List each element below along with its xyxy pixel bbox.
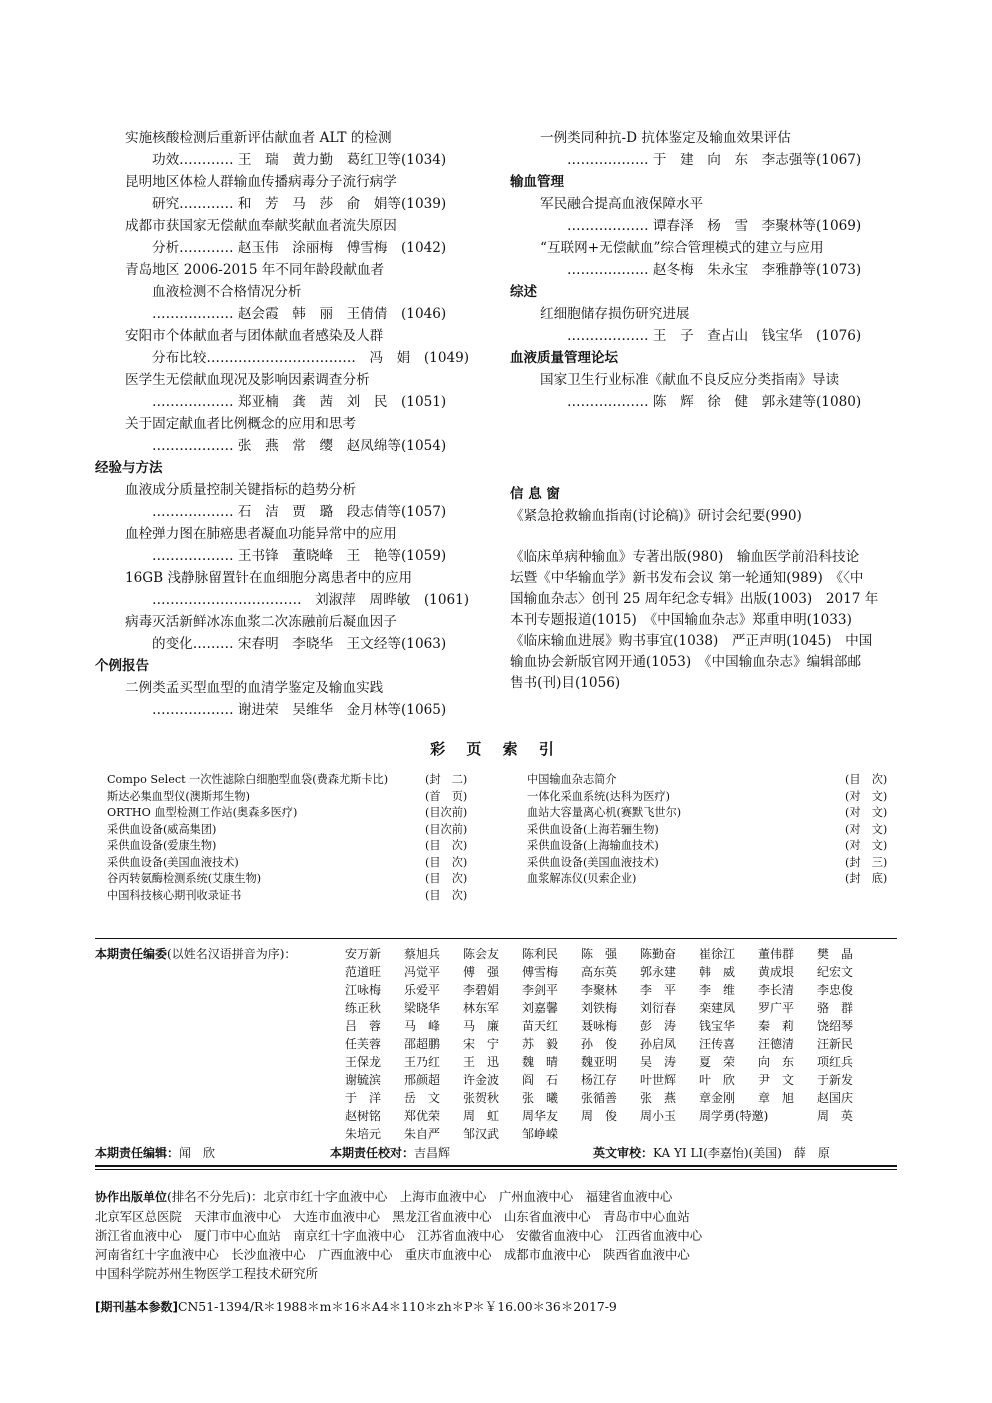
- editor-name: 于新发: [817, 1073, 854, 1087]
- color-index-item-position: (目次前): [425, 822, 468, 836]
- editor-name: 江咏梅: [345, 983, 382, 997]
- responsible-proofreader: [330, 1145, 450, 1163]
- article-entry-line: ……………… 陈 辉 徐 健 郭永建等(1080): [567, 394, 862, 410]
- editor-name: 赵树铭: [345, 1109, 382, 1123]
- info-window-line: 输血协会新版官网开通(1053) 《中国输血杂志》编辑部邮: [510, 654, 862, 670]
- article-entry-line: 16GB 浅静脉留置针在血细胞分离患者中的应用: [125, 570, 413, 586]
- divider-thin: [95, 1169, 897, 1170]
- info-window-line: 售书(刊)目(1056): [510, 675, 621, 691]
- article-entry-line: ……………… 谭春泽 杨 雪 李聚林等(1069): [567, 218, 862, 234]
- editor-name: 李聚林: [581, 983, 618, 997]
- editor-name: 谢毓滨: [345, 1073, 382, 1087]
- section-heading: 经验与方法: [95, 460, 163, 476]
- editor-name: 梁晓华: [404, 1001, 441, 1015]
- editorial-board-note: (以姓名汉语拼音为序)：: [167, 947, 297, 961]
- editor-name: 李忠俊: [817, 983, 854, 997]
- color-index-item-name: 采供血设备(威高集团): [107, 822, 217, 836]
- editor-name: 赵国庆: [817, 1091, 854, 1105]
- editor-name: 周 俊: [581, 1109, 618, 1123]
- article-entry-line: …………………………… 刘淑萍 周晔敏 (1061): [152, 592, 470, 608]
- english-reviewer-name: KA YI LI(李嘉怡)(美国) 薛 原: [653, 1146, 830, 1160]
- editor-name: 马 峰: [404, 1019, 441, 1033]
- responsible-proofreader-label: 本期责任校对：: [330, 1146, 415, 1160]
- editor-name: 罗广平: [758, 1001, 795, 1015]
- editor-name: 练正秋: [345, 1001, 382, 1015]
- editor-name: 王保龙: [345, 1055, 382, 1069]
- article-entry-line: 国家卫生行业标准《献血不良反应分类指南》导读: [540, 372, 840, 388]
- editor-name: 邢颜超: [404, 1073, 441, 1087]
- editor-name: 张 燕: [640, 1091, 677, 1105]
- article-entry-line: 青岛地区 2006-2015 年不同年龄段献血者: [125, 262, 385, 278]
- color-index-item-name: 采供血设备(爱康生物): [107, 839, 217, 852]
- color-index-item-position: (目 次): [845, 773, 888, 786]
- editor-name: 傅雪梅: [522, 965, 559, 979]
- section-heading: 个例报告: [95, 658, 149, 674]
- english-reviewer: [593, 1145, 830, 1163]
- partner-units-first-line: [95, 1187, 702, 1207]
- article-entry-line: 分析………… 赵玉伟 涂丽梅 傅雪梅 (1042): [152, 240, 447, 256]
- editor-name: 秦 莉: [758, 1019, 795, 1033]
- color-index-item-position: (目 次): [425, 855, 468, 869]
- editor-name: 刘嘉馨: [522, 1001, 559, 1015]
- editor-name: 朱自严: [404, 1127, 441, 1141]
- editor-name: 周 英: [817, 1109, 854, 1123]
- editor-name: 邹峥嵘: [522, 1127, 559, 1141]
- editor-name: 张 曦: [522, 1091, 559, 1105]
- editor-name: 韩 威: [699, 965, 736, 979]
- section-heading: 血液质量管理论坛: [510, 350, 618, 366]
- editor-name: 聂咏梅: [581, 1019, 618, 1033]
- article-entry-line: 功效………… 王 瑞 黄力勤 葛红卫等(1034): [152, 152, 447, 168]
- info-window-line: 本刊专题报道(1015) 《中国输血杂志》郑重申明(1033): [510, 612, 852, 628]
- editor-name: 王 迅: [463, 1055, 500, 1069]
- editor-name: 汪新民: [817, 1037, 854, 1051]
- editor-name: 任芙蓉: [345, 1037, 382, 1051]
- editor-name: 纪宏文: [817, 965, 854, 979]
- editor-name: 陈会友: [463, 947, 500, 961]
- editor-name: 陈 强: [581, 947, 618, 961]
- info-window-line: 坛暨《中华输血学》新书发布会议 第一轮通知(989) 《〈中: [510, 570, 864, 586]
- editor-name: 郭永建: [640, 965, 677, 979]
- editor-name: 周华友: [522, 1109, 559, 1123]
- color-index-item-position: (封 三): [845, 855, 888, 869]
- article-entry-line: 实施核酸检测后重新评估献血者 ALT 的检测: [125, 130, 392, 146]
- info-window-line: 国输血杂志〉创刊 25 周年纪念专辑》出版(1003) 2017 年: [510, 591, 879, 607]
- editor-name: 高东英: [581, 965, 618, 979]
- color-index-item-name: 中国输血杂志简介: [527, 773, 617, 786]
- color-index-item-name: 血浆解冻仪(贝索企业): [527, 872, 637, 885]
- section-heading: 综述: [510, 284, 537, 300]
- article-entry-line: 成都市获国家无偿献血奉献奖献血者流失原因: [125, 218, 397, 234]
- article-entry-line: ……………… 于 建 向 东 李志强等(1067): [567, 152, 862, 168]
- editor-name: 项红兵: [817, 1055, 854, 1069]
- partner-units-line: 中国科学院苏州生物医学工程技术研究所: [95, 1266, 319, 1281]
- responsible-editor-label: 本期责任编辑：: [95, 1146, 180, 1160]
- journal-parameters-label: [期刊基本参数]: [95, 1300, 178, 1314]
- article-entry-line: 血液成分质量控制关键指标的趋势分析: [125, 482, 357, 498]
- editor-name: 吕 蓉: [345, 1019, 382, 1033]
- responsible-editor: [95, 1145, 215, 1163]
- editor-name: 李 平: [640, 983, 677, 997]
- article-entry-line: 安阳市个体献血者与团体献血者感染及人群: [125, 328, 384, 344]
- journal-parameters-value: CN51-1394/R＊1988＊m＊16＊A4＊110＊zh＊P＊￥16.00＊36＊2017-9: [177, 1299, 617, 1314]
- partner-units-line: 北京军区总医院 天津市血液中心 大连市血液中心 黑龙江省血液中心 山东省血液中心 青岛市中心血站: [95, 1209, 690, 1224]
- partner-units-note: (排名不分先后)：: [167, 1189, 264, 1204]
- divider-thick: [95, 1165, 897, 1167]
- editor-name: 骆 群: [817, 1001, 854, 1015]
- editor-name: 蔡旭兵: [404, 947, 441, 961]
- color-index-item-name: Compo Select 一次性滤除白细胞型血袋(费森尤斯卡比): [107, 773, 389, 786]
- editor-name: 邵超鹏: [404, 1037, 441, 1051]
- editor-name: 夏 荣: [699, 1055, 736, 1069]
- article-entry-line: 军民融合提高血液保障水平: [540, 196, 704, 212]
- editor-name: 许金波: [463, 1073, 500, 1087]
- editor-name: 吴 涛: [640, 1055, 677, 1069]
- info-window-item: 《紧急抢救输血指南(讨论稿)》研讨会纪要(990): [510, 508, 802, 524]
- responsible-editor-name: 闻 欣: [179, 1146, 216, 1160]
- color-index-item-name: 谷丙转氨酶检测系统(艾康生物): [107, 872, 262, 885]
- editor-name: 崔徐江: [699, 947, 736, 961]
- color-index-item-name: 中国科技核心期刊收录证书: [107, 888, 242, 902]
- editor-name: 周学勇(特邀): [699, 1109, 769, 1123]
- color-index-item-name: 斯达必集血型仪(澳斯邦生物): [107, 789, 250, 803]
- editor-name: 乐爱平: [404, 983, 441, 997]
- editor-name: 魏 晴: [522, 1055, 559, 1069]
- article-entry-line: 红细胞储存损伤研究进展: [540, 306, 690, 322]
- color-index-item-position: (目 次): [425, 872, 468, 885]
- article-entry-line: 的变化……… 宋春明 李晓华 王文经等(1063): [152, 636, 447, 652]
- editor-name: 傅 强: [463, 965, 500, 979]
- editor-name: 周 虹: [463, 1109, 500, 1123]
- color-index-item-name: ORTHO 血型检测工作站(奥森多医疗): [107, 806, 298, 819]
- color-index-item-position: (首 页): [425, 789, 468, 803]
- color-index-item-position: (对 文): [845, 839, 888, 852]
- color-index-item-position: (目次前): [425, 806, 468, 819]
- editor-name: 李 维: [699, 983, 736, 997]
- partner-units-line: 河南省红十字血液中心 长沙血液中心 广西血液中心 重庆市血液中心 成都市血液中心 陕西省血液中心: [95, 1247, 690, 1262]
- article-entry-line: 一例类同种抗-D 抗体鉴定及输血效果评估: [540, 130, 791, 146]
- editor-name: 叶 欣: [699, 1073, 736, 1087]
- editor-name: 樊 晶: [817, 947, 854, 961]
- color-index-item-position: (对 文): [845, 789, 888, 803]
- editor-name: 李剑平: [522, 983, 559, 997]
- color-index-item-name: 一体化采血系统(达科为医疗): [527, 789, 670, 803]
- editor-name: 邹汉武: [463, 1127, 500, 1141]
- editor-name: 李长清: [758, 983, 795, 997]
- editor-name: 饶绍琴: [817, 1019, 854, 1033]
- editor-name: 苏 毅: [522, 1037, 559, 1051]
- article-entry-line: 血液检测不合格情况分析: [152, 284, 302, 300]
- editor-name: 魏亚明: [581, 1055, 618, 1069]
- editor-name: 杨江存: [581, 1073, 618, 1087]
- editorial-board-title: 本期责任编委: [95, 947, 168, 961]
- editor-name: 苗天红: [522, 1019, 559, 1033]
- section-heading: 输血管理: [510, 174, 564, 190]
- article-entry-line: ……………… 赵会霞 韩 丽 王倩倩 (1046): [152, 306, 447, 322]
- editor-name: 王乃红: [404, 1055, 441, 1069]
- editor-name: 张贺秋: [463, 1091, 500, 1105]
- editor-name: 林东军: [463, 1001, 500, 1015]
- article-entry-line: 分布比较…………………………… 冯 娟 (1049): [152, 350, 470, 366]
- article-entry-line: ……………… 石 洁 贾 璐 段志倩等(1057): [152, 504, 447, 520]
- editor-name: 李碧娟: [463, 983, 500, 997]
- editor-name: 章 旭: [758, 1091, 795, 1105]
- editor-name: 向 东: [758, 1055, 795, 1069]
- info-window-line: 《临床输血进展》购书事宜(1038) 严正声明(1045) 中国: [510, 633, 873, 649]
- editor-name: 宋 宁: [463, 1037, 500, 1051]
- editor-name: 孙 俊: [581, 1037, 618, 1051]
- color-index-item-position: (目 次): [425, 888, 468, 902]
- responsible-proofreader-name: 吉昌辉: [414, 1146, 451, 1160]
- color-index-item-position: (封 底): [845, 872, 888, 885]
- partner-units-label: 协作出版单位: [95, 1190, 168, 1204]
- article-entry-line: ……………… 王书锋 董晓峰 王 艳等(1059): [152, 548, 447, 564]
- color-index-item-position: (对 文): [845, 822, 888, 836]
- editor-name: 周小玉: [640, 1109, 677, 1123]
- article-entry-line: 研究………… 和 芳 马 莎 俞 娟等(1039): [152, 196, 447, 212]
- editor-name: 冯觉平: [404, 965, 441, 979]
- editor-name: 尹 文: [758, 1073, 795, 1087]
- info-window-line: 《临床单病种输血》专著出版(980) 输血医学前沿科技论: [510, 549, 860, 565]
- color-index-item-name: 血站大容量离心机(赛默飞世尔): [527, 806, 682, 819]
- color-index-item-position: (目 次): [425, 839, 468, 852]
- partner-units-line: 浙江省血液中心 厦门市中心血站 南京红十字血液中心 江苏省血液中心 安徽省血液中心 江西省血液中心: [95, 1228, 703, 1243]
- editor-name: 刘衍春: [640, 1001, 677, 1015]
- editor-name: 范道旺: [345, 965, 382, 979]
- editor-name: 叶世辉: [640, 1073, 677, 1087]
- article-entry-line: ……………… 谢进荣 吴维华 金月林等(1065): [152, 702, 447, 718]
- editorial-board-label: [95, 946, 296, 964]
- editor-name: 钱宝华: [699, 1019, 736, 1033]
- article-entry-line: 昆明地区体检人群输血传播病毒分子流行病学: [125, 174, 397, 190]
- color-index-item-name: 采供血设备(上海输血技术): [527, 839, 659, 852]
- editor-name: 郑优荣: [404, 1109, 441, 1123]
- editor-name: 董伟群: [758, 947, 795, 961]
- editor-name: 朱培元: [345, 1127, 382, 1141]
- journal-parameters: [95, 1297, 617, 1315]
- editor-name: 彭 涛: [640, 1019, 677, 1033]
- info-window-heading: 信 息 窗: [510, 486, 560, 502]
- partner-units: [95, 1187, 702, 1283]
- article-entry-line: ……………… 赵冬梅 朱永宝 李雅静等(1073): [567, 262, 862, 278]
- color-index-item-name: 采供血设备(美国血液技术): [107, 855, 239, 869]
- color-index-item-name: 采供血设备(上海若骊生物): [527, 822, 659, 836]
- color-index-item-name: 采供血设备(美国血液技术): [527, 855, 659, 869]
- editor-name: 岳 文: [404, 1091, 441, 1105]
- article-entry-line: 医学生无偿献血现况及影响因素调查分析: [125, 372, 370, 388]
- editor-name: 马 廉: [463, 1019, 500, 1033]
- article-entry-line: ……………… 王 子 查占山 钱宝华 (1076): [567, 328, 862, 344]
- article-entry-line: 病毒灭活新鲜冰冻血浆二次冻融前后凝血因子: [125, 614, 397, 630]
- article-entry-line: 二例类孟买型血型的血清学鉴定及输血实践: [125, 680, 384, 696]
- editor-name: 刘铁梅: [581, 1001, 618, 1015]
- article-entry-line: ……………… 张 燕 常 缨 赵凤绵等(1054): [152, 438, 447, 454]
- article-entry-line: “互联网+无偿献血”综合管理模式的建立与应用: [540, 240, 824, 256]
- editor-name: 陈勤奋: [640, 947, 677, 961]
- editor-name: 汪德清: [758, 1037, 795, 1051]
- article-entry-line: ……………… 郑亚楠 龚 茜 刘 民 (1051): [152, 394, 447, 410]
- editor-name: 黄成垠: [758, 965, 795, 979]
- editor-name: 陈利民: [522, 947, 559, 961]
- editor-name: 章金刚: [699, 1091, 736, 1105]
- color-index-item-position: (封 二): [425, 773, 468, 786]
- article-entry-line: 关于固定献血者比例概念的应用和思考: [125, 416, 357, 432]
- editor-name: 安万新: [345, 947, 382, 961]
- editor-name: 栾建凤: [699, 1001, 736, 1015]
- divider: [95, 938, 897, 939]
- color-index-title: 彩 页 索 引: [430, 740, 562, 758]
- editor-name: 张循善: [581, 1091, 618, 1105]
- color-index-item-position: (对 文): [845, 806, 888, 819]
- editor-name: 于 洋: [345, 1091, 382, 1105]
- english-reviewer-label: 英文审校：: [593, 1146, 654, 1160]
- partner-units-line: 北京市红十字血液中心 上海市血液中心 广州血液中心 福建省血液中心: [263, 1189, 673, 1204]
- editor-name: 阎 石: [522, 1073, 559, 1087]
- article-entry-line: 血栓弹力图在肺癌患者凝血功能异常中的应用: [125, 526, 397, 542]
- editor-name: 孙启凤: [640, 1037, 677, 1051]
- editor-name: 汪传喜: [699, 1037, 736, 1051]
